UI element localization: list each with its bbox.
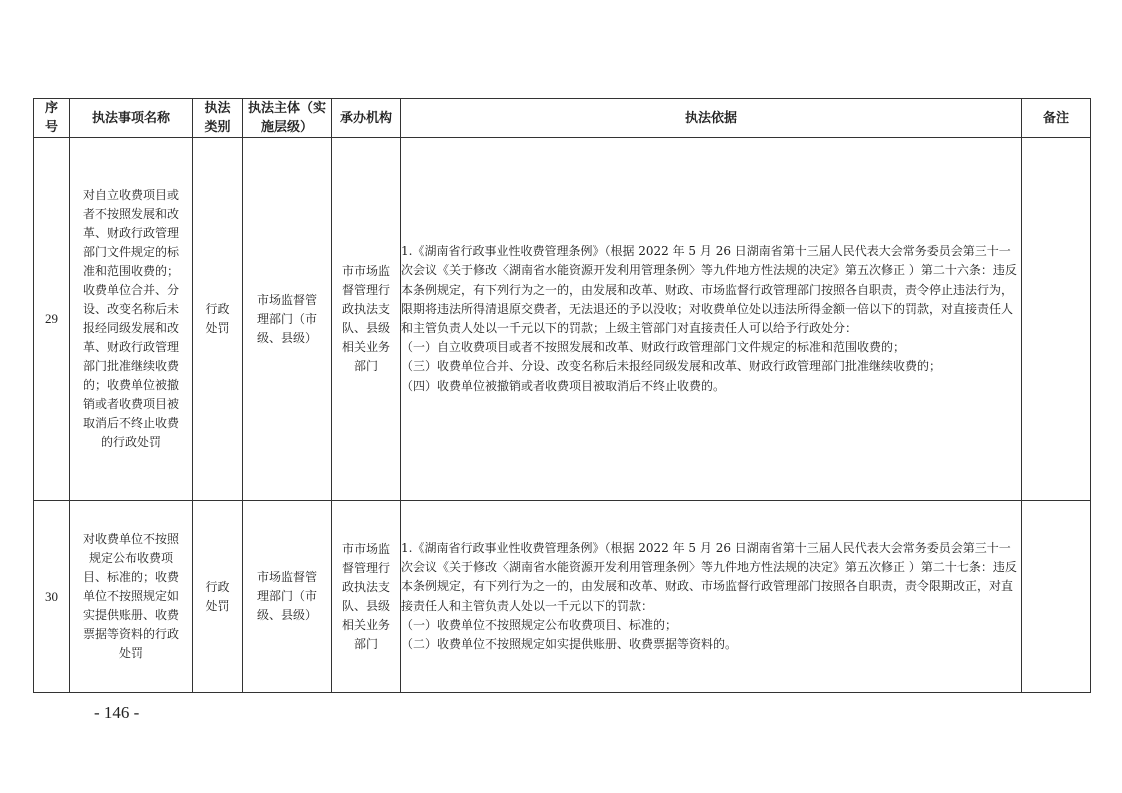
table-row	[34, 501, 1091, 693]
header-remarks: 备注	[1022, 99, 1091, 138]
row-remarks	[1022, 501, 1091, 693]
header-item-name: 执法事项名称	[70, 99, 193, 138]
row-remarks	[1022, 138, 1091, 501]
basis-line: 1.《湖南省行政事业性收费管理条例》（根据 2022 年 5 月 26 日湖南省第十三届人民代表大会常务委员会第三十一次会议《关于修改〈湖南省水能资源开发利用管理条例〉等九件地方性法规的决定》第五次修正 ）第二十七条：违反本条例规定，有下列行为之一的，由发展和改革、财政、市场监督行政管理部门按照各自职责，责令限期改正，对直接责任人和主管负责人处以一千元以下的罚款：	[401, 540, 1017, 613]
header-seq: 序号	[34, 99, 70, 138]
row-basis	[401, 138, 1022, 501]
basis-line: （一）自立收费项目或者不按照发展和改革、财政行政管理部门文件规定的标准和范围收费的；	[401, 340, 906, 355]
header-subject: 执法主体（实施层级）	[243, 99, 332, 138]
row-seq: 29	[34, 138, 70, 501]
header-basis: 执法依据	[401, 99, 1022, 138]
basis-line: （四）收费单位被撤销或者收费项目被取消后不终止收费的。	[401, 378, 726, 393]
row-seq: 30	[34, 501, 70, 693]
row-category: 行政处罚	[193, 501, 243, 693]
table-row	[34, 138, 1091, 501]
row-agency: 市市场监督管理行政执法支队、县级相关业务部门	[332, 138, 401, 501]
law-enforcement-table	[33, 98, 1091, 693]
basis-line: （一）收费单位不按照规定公布收费项目、标准的；	[401, 617, 678, 632]
basis-line: （二）收费单位不按照规定如实提供账册、收费票据等资料的。	[401, 636, 738, 651]
row-item-name: 对自立收费项目或者不按照发展和改革、财政行政管理部门文件规定的标准和范围收费的；收费单位合并、分设、改变名称后未报经同级发展和改革、财政行政管理部门批准继续收费的；收费单位被撤销或者收费项目被取消后不终止收费的行政处罚	[70, 138, 193, 501]
header-category: 执法类别	[193, 99, 243, 138]
basis-line: （三）收费单位合并、分设、改变名称后未报经同级发展和改革、财政行政管理部门批准继续收费的；	[401, 359, 942, 374]
row-item-name: 对收费单位不按照规定公布收费项目、标准的；收费单位不按照规定如实提供账册、收费票据等资料的行政处罚	[70, 501, 193, 693]
row-category: 行政处罚	[193, 138, 243, 501]
header-agency: 承办机构	[332, 99, 401, 138]
row-agency: 市市场监督管理行政执法支队、县级相关业务部门	[332, 501, 401, 693]
row-subject: 市场监督管理部门（市级、县级）	[243, 501, 332, 693]
basis-line: 1.《湖南省行政事业性收费管理条例》（根据 2022 年 5 月 26 日湖南省第十三届人民代表大会常务委员会第三十一次会议《关于修改〈湖南省水能资源开发利用管理条例〉等九件地方性法规的决定》第五次修正 ）第二十六条：违反本条例规定，有下列行为之一的，由发展和改革、财政、市场监督行政管理部门按照各自职责，责令停止违法行为，限期将违法所得清退原交费者，无法退还的予以没收；对收费单位处以违法所得金额一倍以下的罚款，对直接责任人和主管负责人处以一千元以下的罚款；上级主管部门对直接责任人可以给予行政处分：	[401, 244, 1017, 335]
table-header-row	[34, 99, 1091, 138]
row-basis	[401, 501, 1022, 693]
page-number: - 146 -	[94, 703, 140, 722]
row-subject: 市场监督管理部门（市级、县级）	[243, 138, 332, 501]
